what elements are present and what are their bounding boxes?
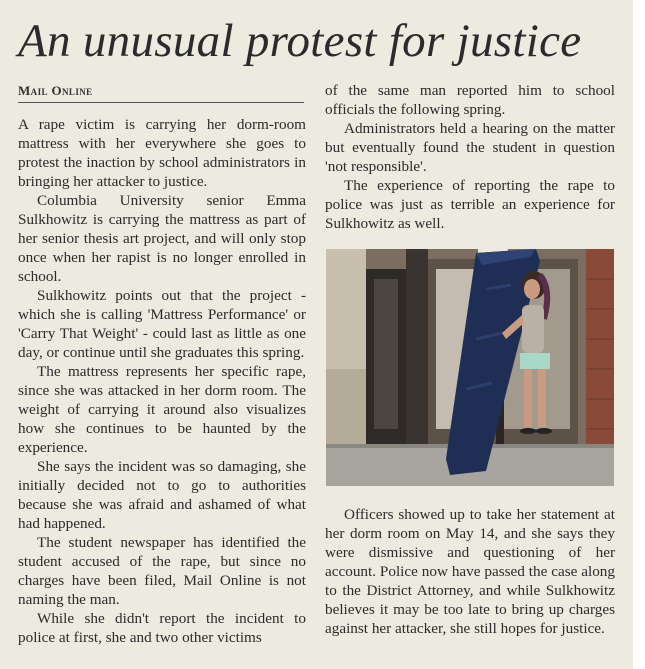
paragraph: Administrators held a hearing on the matter but eventually found the student in question 'not responsible'. (325, 120, 615, 175)
paragraph: A rape victim is carrying her dorm-room mattress with her everywhere she goes to protest the inaction by school administrators in bringing her attacker to justice. (18, 116, 306, 190)
paragraph: of the same man reported him to school officials the following spring. (325, 82, 615, 118)
article-column-left (18, 115, 306, 647)
paragraph: Sulkhowitz points out that the project - which she is calling 'Mattress Performance' or 'Carry That Weight' - could last as little as one day, or continue until she graduates this spring. (18, 287, 306, 361)
paragraph: The student newspaper has identified the student accused of the rape, but since no charges have been filed, Mail Online is not naming the man. (18, 534, 306, 608)
photo-student-carrying-mattress-icon (326, 249, 614, 486)
article-column-right-bottom (325, 505, 615, 638)
paragraph: The experience of reporting the rape to police was just as terrible an experience for Sulkhowitz as well. (325, 177, 615, 232)
paragraph: The mattress represents her specific rape, since she was attacked in her dorm room. The weight of carrying it around also visualizes how she continues to be haunted by the experience. (18, 363, 306, 456)
paragraph: Officers showed up to take her statement at her dorm room on May 14, and she says they were dismissive and questioning of her account. Police now have passed the case along to the District Attorney, and while Sulkhowitz believes it may be too late to bring up charges against her attacker, she still hopes for justice. (325, 506, 615, 637)
paragraph: Columbia University senior Emma Sulkhowitz is carrying the mattress as part of her senior thesis art project, and will only stop once when her rapist is no longer enrolled in school. (18, 192, 306, 285)
paragraph: She says the incident was so damaging, she initially decided not to go to authorities because she was afraid and ashamed of what had happened. (18, 458, 306, 532)
article-photo (326, 249, 614, 486)
headline: An unusual protest for justice (18, 15, 582, 67)
byline: Mail Online (18, 83, 304, 103)
paragraph: While she didn't report the incident to police at first, she and two other victims (18, 610, 306, 646)
article-column-right-top (325, 81, 615, 233)
